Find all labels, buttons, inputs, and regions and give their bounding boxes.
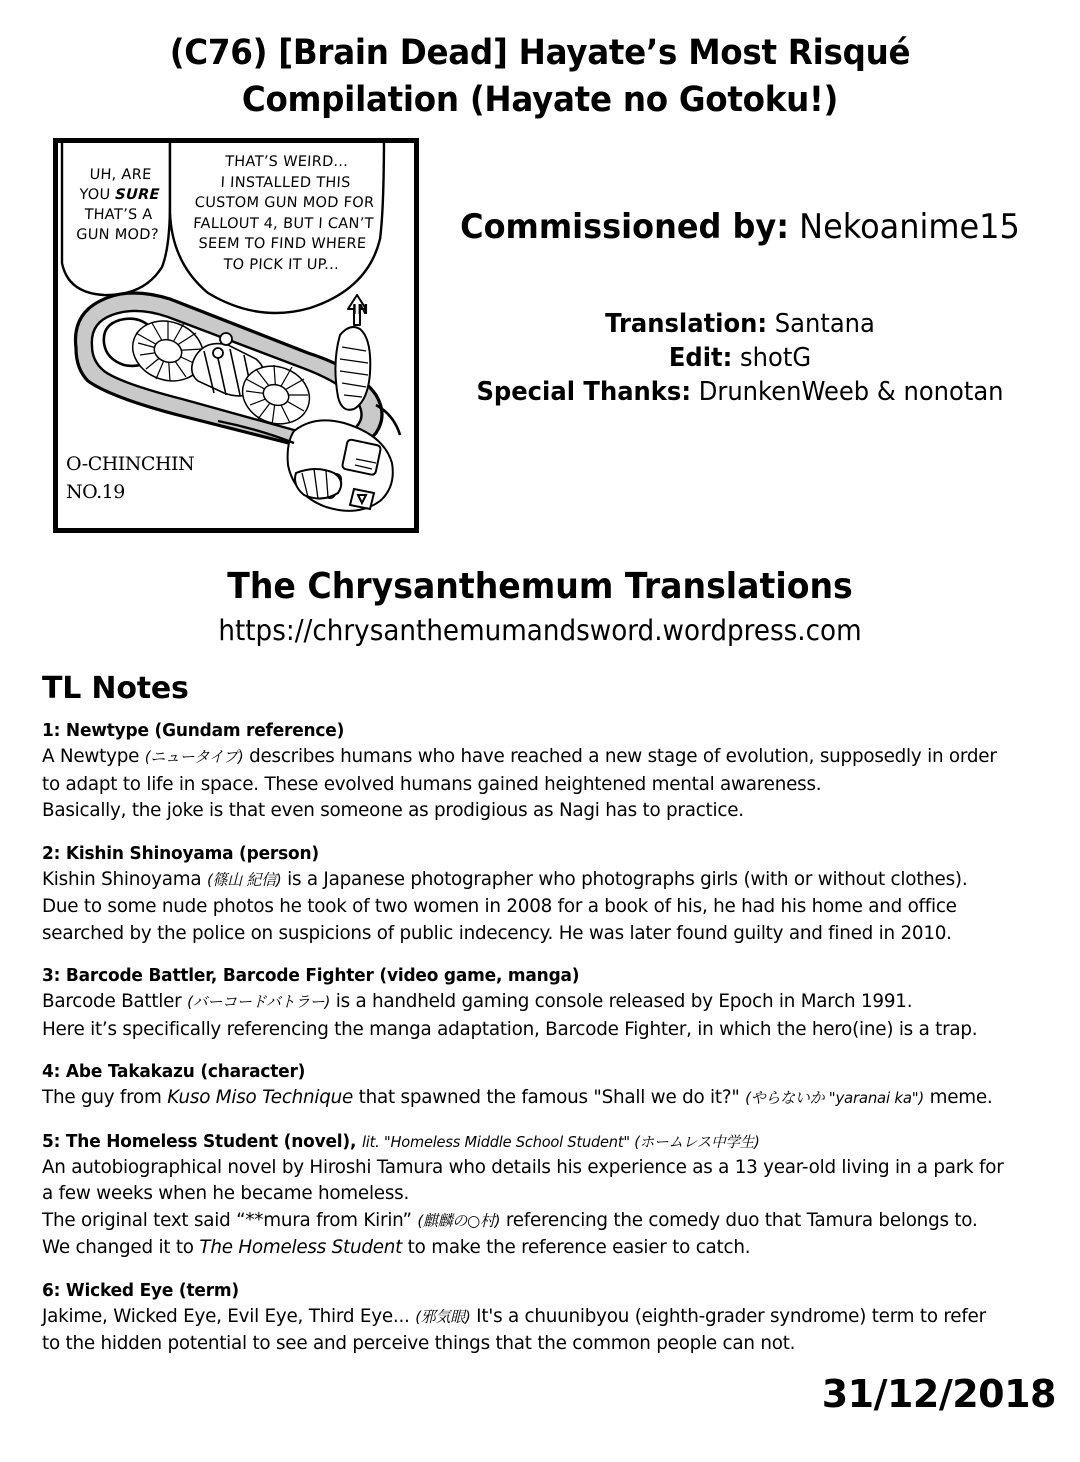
comic-panel [53,138,419,533]
speech-bubble-right: THAT’S WEIRD... I INSTALLED THIS CUSTOM GUN MOD FOR FALLOUT 4, BUT I CAN’T SEEM TO FIND WHERE TO PICK IT UP... [192,154,375,273]
staff-credits [446,307,1035,409]
credit-row-special-thanks [446,375,1035,409]
tl-note-6 [42,1279,1042,1357]
tl-note-1-para-2: Basically, the joke is that even someone as prodigious as Nagi has to practice. [42,799,744,821]
tl-note-3-para-1: Barcode Battler (バーコードバトラー) is a handheld gaming console released by Epoch in March 1991. [42,990,913,1012]
edit-value: shotG [740,343,812,373]
edit-label: Edit: [668,343,733,373]
commissioned-by-line [449,207,1032,247]
tl-notes-heading: TL Notes [42,671,189,706]
tl-note-3-body [42,988,1007,1042]
tl-note-2-para-1: Kishin Shinoyama (篠山 紀信) is a Japanese photographer who photographs girls (with or without clothes). Due to some nude photos he took of two women in 2008 for a book of his, he had his home and office searched by the police on suspicions of public indecency. He was later found guilty and fined in 2010. [42,867,968,944]
translation-value: Santana [774,309,875,339]
group-url[interactable]: https://chrysanthemumandsword.wordpress.com [218,614,862,647]
page-title-line-2: Compilation (Hayate no Gotoku!) [241,80,839,120]
tl-note-6-title: 6: Wicked Eye (term) [42,1280,239,1301]
in-arrow-label: IN [352,303,369,318]
special-thanks-label: Special Thanks: [476,377,692,407]
tl-note-5 [42,1130,1042,1261]
tl-note-5-para-1: An autobiographical novel by Hiroshi Tamura who details his experience as a 13 year-old living in a park for a few weeks when he became homeless. [42,1155,1004,1204]
page-title-line-1: (C76) [Brain Dead] Hayate’s Most Risqué [169,33,911,73]
tl-note-5-title-main: 5: The Homeless Student (novel), [42,1131,357,1152]
panel-caption [66,450,194,506]
tl-note-4 [42,1060,1042,1112]
tl-note-2 [42,842,1042,947]
tl-note-1-para-1: A Newtype (ニュータイプ) describes humans who have reached a new stage of evolution, supposedly in order to adapt to life in space. These evolved humans gained heightened mental awareness. [42,745,997,795]
credit-row-translation [446,307,1035,341]
tl-note-1-body [42,743,1007,824]
tl-note-3-title: 3: Barcode Battler, Barcode Fighter (video game, manga) [42,966,580,986]
tl-note-5-title [42,1130,1012,1154]
tl-note-3 [42,964,1042,1042]
credit-row-edit [446,341,1035,375]
speech-bubble-left: UH, ARE YOU SURE THAT’S A GUN MOD? [75,167,161,243]
special-thanks-value: DrunkenWeeb & nonotan [698,377,1004,407]
tl-note-6-body [42,1303,1007,1357]
tl-note-3-para-2: Here it’s specifically referencing the manga adaptation, Barcode Fighter, in which the hero(ine) is a trap. [42,1017,978,1040]
commissioned-by-value: Nekoanime15 [799,207,1020,247]
page-title [38,30,1042,124]
tl-note-4-title: 4: Abe Takakazu (character) [42,1062,306,1082]
panel-caption-line-1: O-CHINCHIN [66,453,195,475]
tl-note-2-title: 2: Kishin Shinoyama (person) [42,843,319,864]
group-name: The Chrysanthemum Translations [227,566,853,607]
tl-note-2-body [42,866,1007,947]
speech-emphasis: SURE [114,187,161,203]
commissioned-by-label: Commissioned by: [460,207,790,247]
tl-notes-list [42,719,1042,1375]
release-date: 31/12/2018 [821,1372,1056,1416]
tl-note-5-para-3: We changed it to The Homeless Student to make the reference easier to catch. [42,1236,751,1258]
tl-note-5-para-2: The original text said “**mura from Kirin” (麒麟の○村) referencing the comedy duo that Tamura belongs to. [42,1208,978,1231]
tl-note-4-para-1: The guy from Kuso Miso Technique that spawned the famous "Shall we do it?" (やらないか "yaranai ka") meme. [42,1086,993,1108]
credits-block [430,207,1050,409]
tl-note-1 [42,719,1042,824]
panel-caption-line-2: NO.19 [66,481,125,503]
tl-note-5-title-suffix: lit. "Homeless Middle School Student" (ホームレス中学生) [361,1132,760,1151]
tl-note-4-body [42,1084,1007,1112]
translation-label: Translation: [605,309,768,339]
tl-note-6-para-1: Jakime, Wicked Eye, Evil Eye, Third Eye... (邪気眼) It's a chuunibyou (eighth-grader syndrome) term to refer to the hidden potential to see and perceive things that the common people can not. [42,1304,986,1354]
tl-note-5-body [42,1154,1007,1261]
tl-note-1-title: 1: Newtype (Gundam reference) [42,721,345,741]
